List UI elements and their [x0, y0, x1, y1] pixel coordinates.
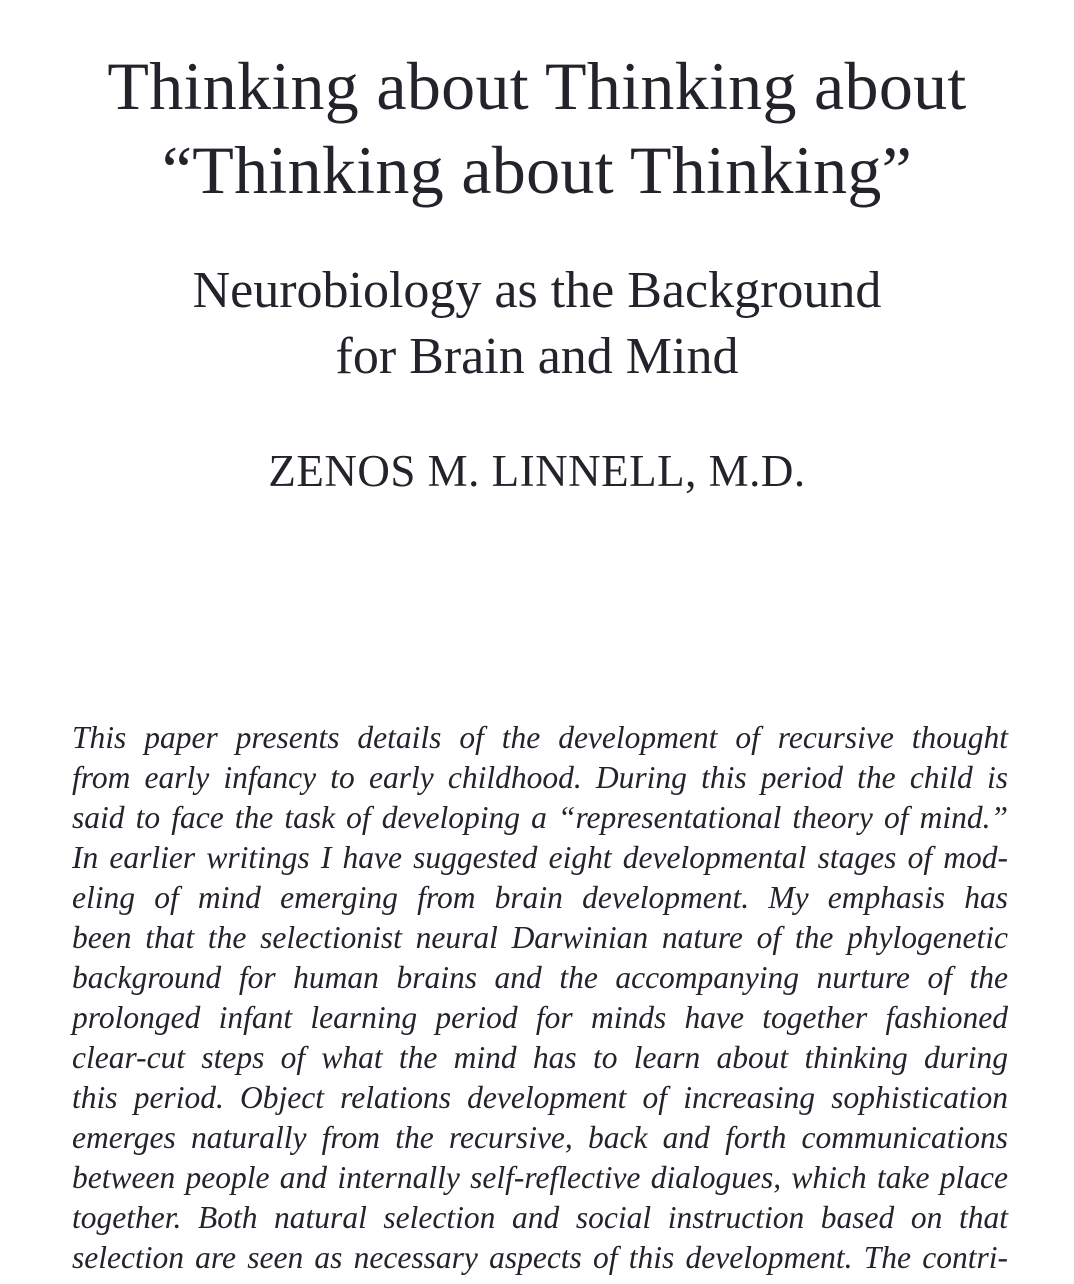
article-title-line-2: “Thinking about Thinking”: [161, 132, 913, 208]
abstract-line: prolonged infant learning period for minds have together fashioned: [72, 1000, 1008, 1035]
abstract-line: this period. Object relations development of increasing sophistication: [72, 1080, 1008, 1115]
abstract-line: from early infancy to early childhood. During this period the child is: [72, 760, 1008, 795]
abstract-line: said to face the task of developing a “representational theory of mind.”: [72, 800, 1008, 835]
abstract-line: been that the selectionist neural Darwinian nature of the phylogenetic: [72, 920, 1008, 955]
abstract-line: between people and internally self-reflective dialogues, which take place: [72, 1160, 1008, 1195]
abstract-line: together. Both natural selection and social instruction based on that: [72, 1200, 1008, 1235]
article-subtitle-line-1: Neurobiology as the Background: [192, 262, 882, 319]
abstract-line: eling of mind emerging from brain development. My emphasis has: [72, 880, 1008, 915]
article-subtitle: [0, 258, 1074, 390]
article-title: [0, 44, 1074, 212]
article-title-line-1: Thinking about Thinking about: [107, 48, 967, 124]
abstract-line: emerges naturally from the recursive, back and forth communications: [72, 1120, 1008, 1155]
abstract-line: This paper presents details of the development of recursive thought: [72, 720, 1008, 755]
abstract-line: In earlier writings I have suggested eight developmental stages of mod-: [72, 840, 1008, 875]
author-name: ZENOS M. LINNELL, M.D.: [268, 446, 806, 496]
abstract-line: selection are seen as necessary aspects of this development. The contri-: [72, 1240, 1008, 1275]
abstract: [72, 718, 1008, 1278]
abstract-line: clear-cut steps of what the mind has to learn about thinking during: [72, 1040, 1008, 1075]
article-subtitle-line-2: for Brain and Mind: [335, 328, 739, 385]
abstract-line: background for human brains and the accompanying nurture of the: [72, 960, 1008, 995]
